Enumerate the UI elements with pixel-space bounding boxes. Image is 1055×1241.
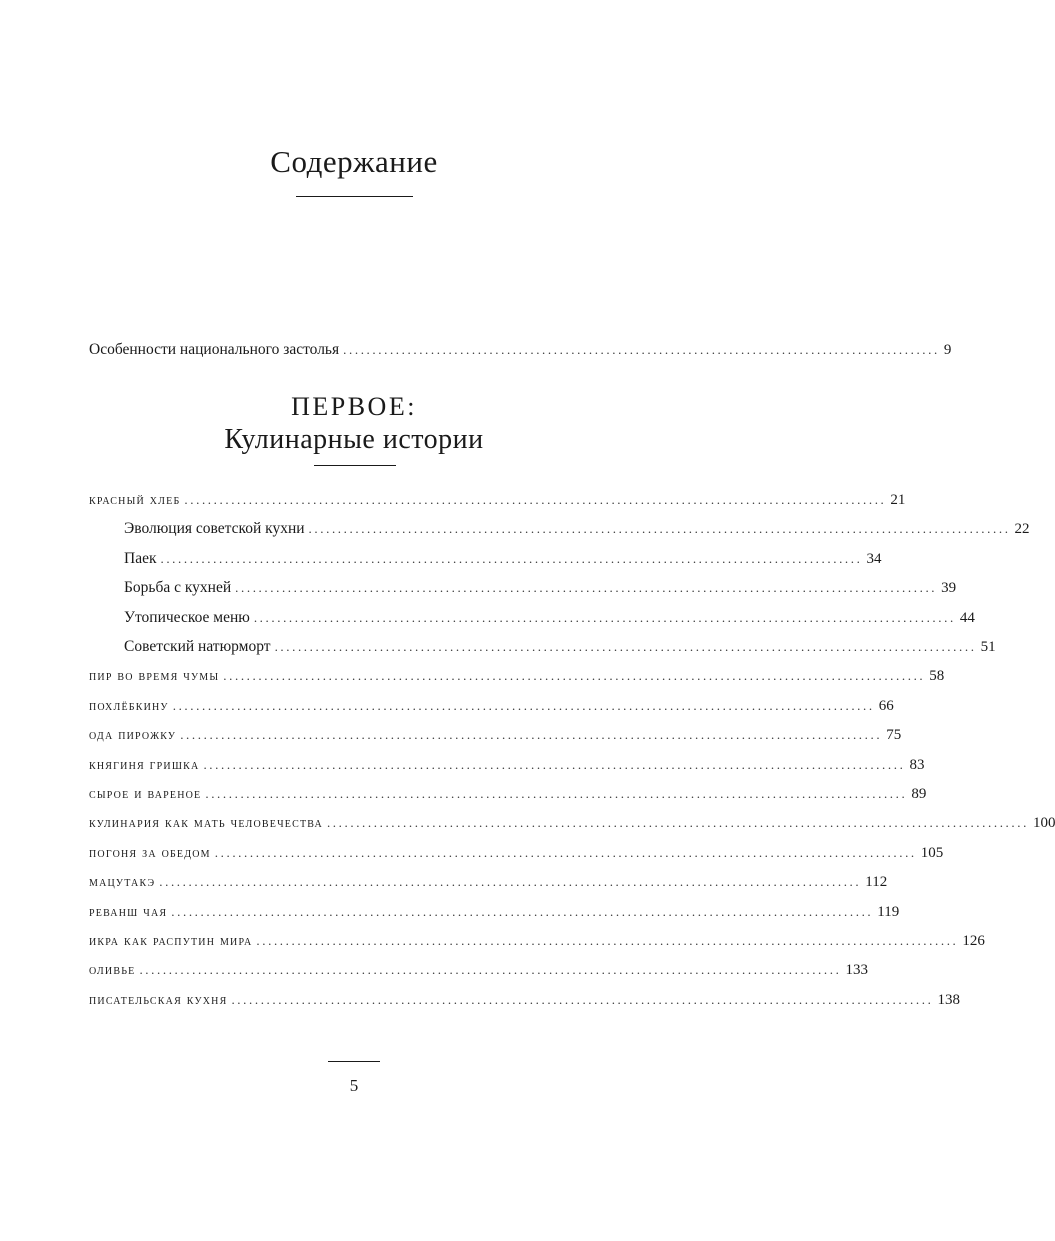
footer-rule xyxy=(328,1061,380,1062)
toc-entry-page: 83 xyxy=(909,757,925,773)
toc-entry[interactable] xyxy=(89,724,902,746)
toc-entry[interactable] xyxy=(89,812,1055,834)
toc-entry-label: икра как распутин мира xyxy=(89,933,253,949)
dot-leader: ........................................................................................................................ xyxy=(180,727,883,742)
toc-entry-page: 75 xyxy=(886,727,902,743)
toc-entry-page: 39 xyxy=(941,580,957,596)
toc-entry[interactable] xyxy=(89,930,985,952)
toc-entry-intro[interactable] xyxy=(89,339,952,361)
toc-entry[interactable] xyxy=(89,489,906,511)
toc-entry-label: Советский натюрморт xyxy=(124,638,271,655)
toc-entry-page: 9 xyxy=(943,342,952,358)
toc-entry[interactable] xyxy=(89,989,960,1011)
toc-entry-label: оливье xyxy=(89,962,136,978)
toc-entry-label: Особенности национального застолья xyxy=(89,341,340,358)
toc-entry-label: Эволюция советской кухни xyxy=(124,520,305,537)
toc-entry-label: пир во время чумы xyxy=(89,668,220,684)
toc-entry-page: 58 xyxy=(929,668,945,684)
toc-entry-label: Борьба с кухней xyxy=(124,579,232,596)
toc-entry-page: 89 xyxy=(911,786,927,802)
toc-entry-page: 105 xyxy=(920,845,944,861)
dot-leader: ........................................................................................................................ xyxy=(231,992,934,1007)
toc-entry-page: 44 xyxy=(959,610,975,626)
toc-entry-page: 22 xyxy=(1014,521,1030,537)
toc-entry-page: 21 xyxy=(890,492,906,508)
toc-entry-label: реванш чая xyxy=(89,904,168,920)
page-number: 5 xyxy=(349,1076,359,1095)
toc-entry-page: 100 xyxy=(1032,815,1055,831)
toc-entry[interactable] xyxy=(89,783,927,805)
title-underline xyxy=(296,196,413,197)
dot-leader: ...................................................................................................... xyxy=(343,342,940,357)
toc-entry[interactable] xyxy=(89,695,894,717)
toc-entry-label: Утопическое меню xyxy=(124,609,250,626)
dot-leader: ........................................................................................................................ xyxy=(214,845,917,860)
toc-entry[interactable] xyxy=(124,548,882,570)
dot-leader: ........................................................................................................................ xyxy=(205,786,908,801)
toc-entry[interactable] xyxy=(124,577,957,599)
toc-entry-label: Паек xyxy=(124,550,157,567)
dot-leader: ........................................................................................................................ xyxy=(223,668,926,683)
toc-entry[interactable] xyxy=(89,665,945,687)
dot-leader: ........................................................................................................................ xyxy=(274,639,977,654)
toc-entry-label: сырое и вареное xyxy=(89,786,202,802)
toc-entry-label: мацутакэ xyxy=(89,874,156,890)
toc-entry[interactable] xyxy=(124,607,975,629)
toc-entry-page: 138 xyxy=(937,992,960,1008)
dot-leader: ........................................................................................................................ xyxy=(172,698,875,713)
page-title: Содержание xyxy=(270,144,438,179)
toc-entry-label: княгиня гришка xyxy=(89,757,200,773)
toc-entry-label: писательская кухня xyxy=(89,992,228,1008)
dot-leader: ........................................................................................................................ xyxy=(184,492,887,507)
dot-leader: ........................................................................................................................ xyxy=(256,933,959,948)
toc-entry[interactable] xyxy=(124,636,996,658)
toc-entry-label: кулинария как мать человечества xyxy=(89,815,323,831)
toc-entry-page: 126 xyxy=(962,933,985,949)
toc-entry[interactable] xyxy=(89,901,900,923)
toc-entry-label: красный хлеб xyxy=(89,492,181,508)
dot-leader: ........................................................................................................................ xyxy=(171,904,874,919)
toc-entry[interactable] xyxy=(89,842,944,864)
toc-entry[interactable] xyxy=(89,754,925,776)
part-heading-subtitle: Кулинарные истории xyxy=(224,424,484,455)
dot-leader: ........................................................................................................................ xyxy=(139,962,842,977)
part-heading-caps: ПЕРВОЕ: xyxy=(291,392,417,421)
toc-entry-page: 51 xyxy=(980,639,996,655)
dot-leader: ........................................................................................................................ xyxy=(253,610,956,625)
toc-entry-label: похлёбкину xyxy=(89,698,169,714)
toc-entry-page: 34 xyxy=(866,551,882,567)
toc-entry[interactable] xyxy=(124,518,1030,540)
toc-entry-label: погоня за обедом xyxy=(89,845,211,861)
toc-entry-page: 119 xyxy=(877,904,900,920)
dot-leader: ........................................................................................................................ xyxy=(326,815,1029,830)
dot-leader: ........................................................................................................................ xyxy=(159,874,862,889)
toc-entry-page: 66 xyxy=(878,698,894,714)
part-underline xyxy=(314,465,396,466)
toc-entry-page: 133 xyxy=(845,962,868,978)
dot-leader: ........................................................................................................................ xyxy=(203,757,906,772)
dot-leader: ........................................................................................................................ xyxy=(160,551,863,566)
toc-entry-page: 112 xyxy=(865,874,888,890)
toc-entry[interactable] xyxy=(89,959,868,981)
toc-entry[interactable] xyxy=(89,871,888,893)
dot-leader: ........................................................................................................................ xyxy=(235,580,938,595)
dot-leader: ........................................................................................................................ xyxy=(308,521,1011,536)
toc-entry-label: ода пирожку xyxy=(89,727,177,743)
